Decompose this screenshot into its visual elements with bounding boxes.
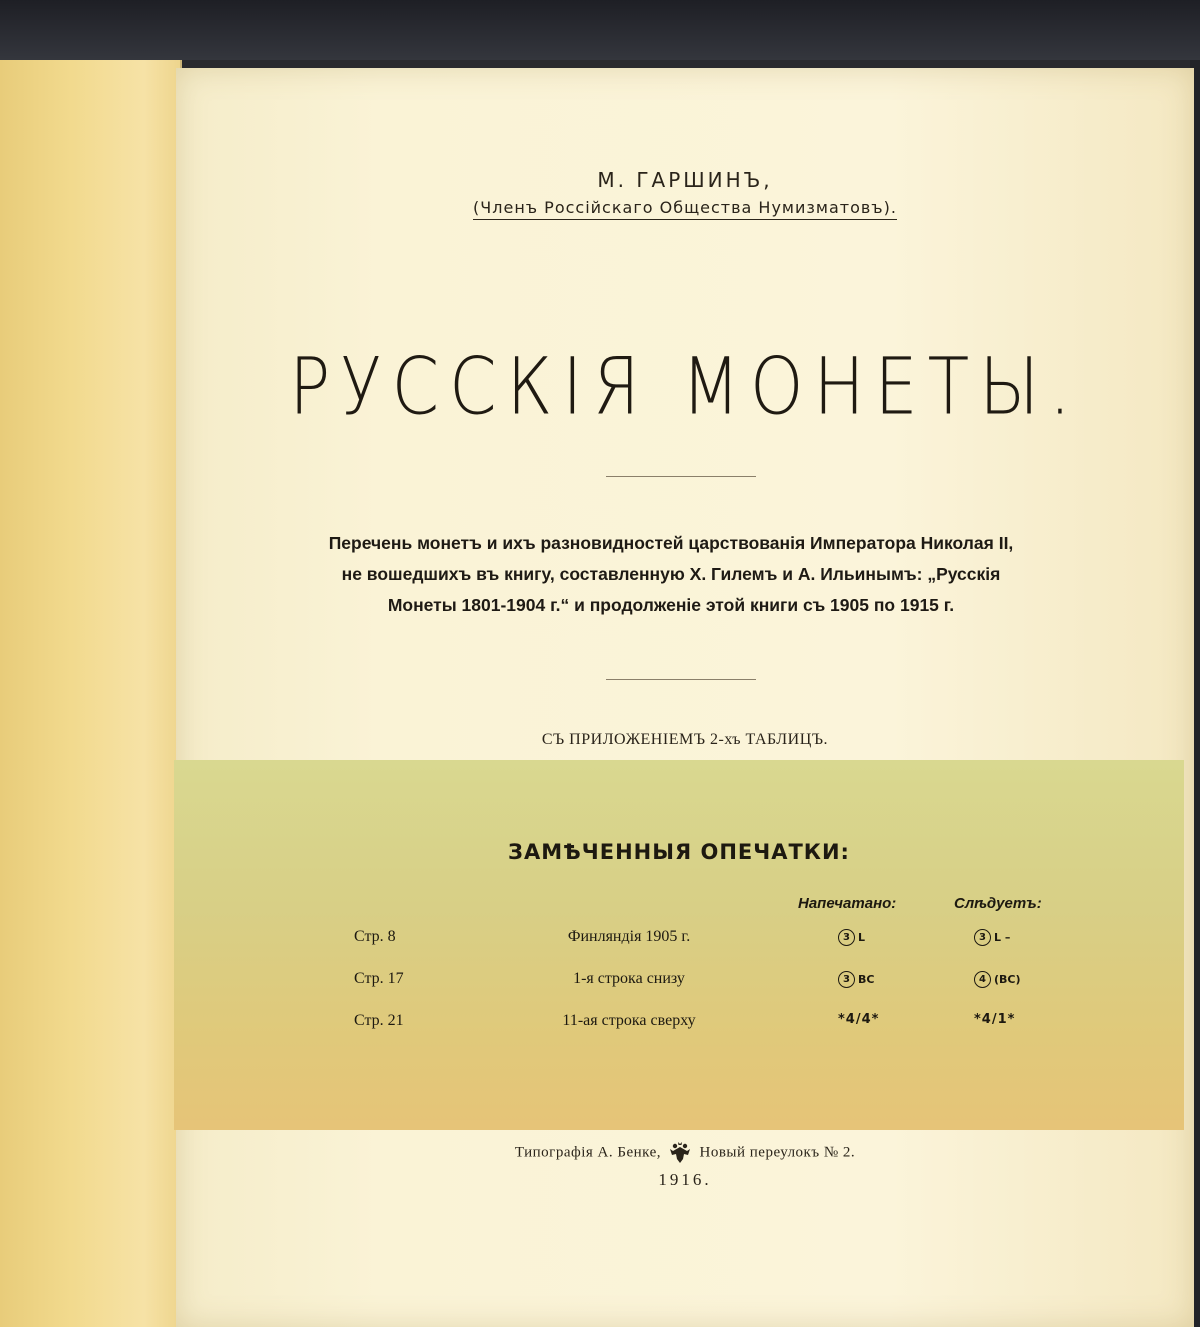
membership-text: (Членъ Россiйскаго Общества Нумизматовъ). bbox=[473, 198, 897, 220]
divider-rule bbox=[606, 476, 756, 477]
printer-imprint bbox=[176, 1141, 1194, 1165]
double-headed-eagle-icon bbox=[669, 1141, 691, 1165]
divider-rule bbox=[606, 679, 756, 680]
appendix-note: СЪ ПРИЛОЖЕНІЕМЪ 2-хъ ТАБЛИЦЪ. bbox=[541, 731, 829, 748]
book-description bbox=[276, 528, 1066, 621]
errata-page-ref: Стр. 21 bbox=[354, 1012, 404, 1029]
errata-location: Финляндія 1905 г. bbox=[567, 928, 691, 945]
column-header-should-be: Слѣдуетъ: bbox=[954, 895, 1042, 912]
errata-printed bbox=[838, 970, 874, 988]
errata-row bbox=[174, 1012, 1184, 1042]
description-line: Монеты 1801-1904 г.“ и продолженіе этой книги съ 1905 по 1915 г. bbox=[387, 595, 955, 615]
mint-mark-letters: L bbox=[858, 930, 866, 944]
author-name: М. ГАРШИНЪ, bbox=[597, 168, 773, 192]
mint-mark-circle: 3 bbox=[838, 929, 855, 946]
errata-row bbox=[174, 970, 1184, 1000]
printer-address: Новый переулокъ № 2. bbox=[699, 1144, 856, 1161]
errata-row bbox=[174, 928, 1184, 958]
description-line: Перечень монетъ и ихъ разновидностей царствованія Императора Николая II, bbox=[328, 533, 1014, 553]
column-header-printed: Напечатано: bbox=[798, 895, 897, 912]
book-cover-edge bbox=[0, 0, 1200, 60]
printer-name: Типографія А. Бенке, bbox=[514, 1144, 661, 1161]
mint-mark-letters: L – bbox=[994, 930, 1011, 944]
errata-location: 1-я строка снизу bbox=[573, 970, 685, 987]
mint-mark-circle: 3 bbox=[974, 929, 991, 946]
book-title: РУССКІЯ МОНЕТЫ. bbox=[289, 342, 1081, 433]
errata-printed-fraction: *4/4* bbox=[838, 1012, 880, 1027]
errata-page-ref: Стр. 8 bbox=[354, 928, 396, 945]
book-spine-endpaper bbox=[0, 60, 182, 1327]
errata-correction bbox=[974, 928, 1010, 946]
errata-location: 11-ая строка сверху bbox=[562, 1012, 696, 1029]
errata-correction-fraction: *4/1* bbox=[974, 1012, 1016, 1027]
errata-printed bbox=[838, 928, 865, 946]
author-membership bbox=[176, 198, 1194, 217]
title-page bbox=[176, 68, 1194, 1327]
errata-page-ref: Стр. 17 bbox=[354, 970, 404, 987]
errata-correction bbox=[974, 970, 1021, 988]
mint-mark-circle: 4 bbox=[974, 971, 991, 988]
errata-heading: ЗАМѢЧЕННЫЯ ОПЕЧАТКИ: bbox=[508, 840, 850, 864]
publication-year: 1916. bbox=[658, 1170, 712, 1189]
mint-mark-letters: (ВС) bbox=[994, 972, 1021, 986]
description-line: не вошедшихъ въ книгу, составленную X. Гилемъ и А. Ильинымъ: „Русскія bbox=[341, 564, 1001, 584]
mint-mark-letters: ВС bbox=[858, 972, 875, 986]
errata-slip bbox=[174, 760, 1184, 1130]
mint-mark-circle: 3 bbox=[838, 971, 855, 988]
